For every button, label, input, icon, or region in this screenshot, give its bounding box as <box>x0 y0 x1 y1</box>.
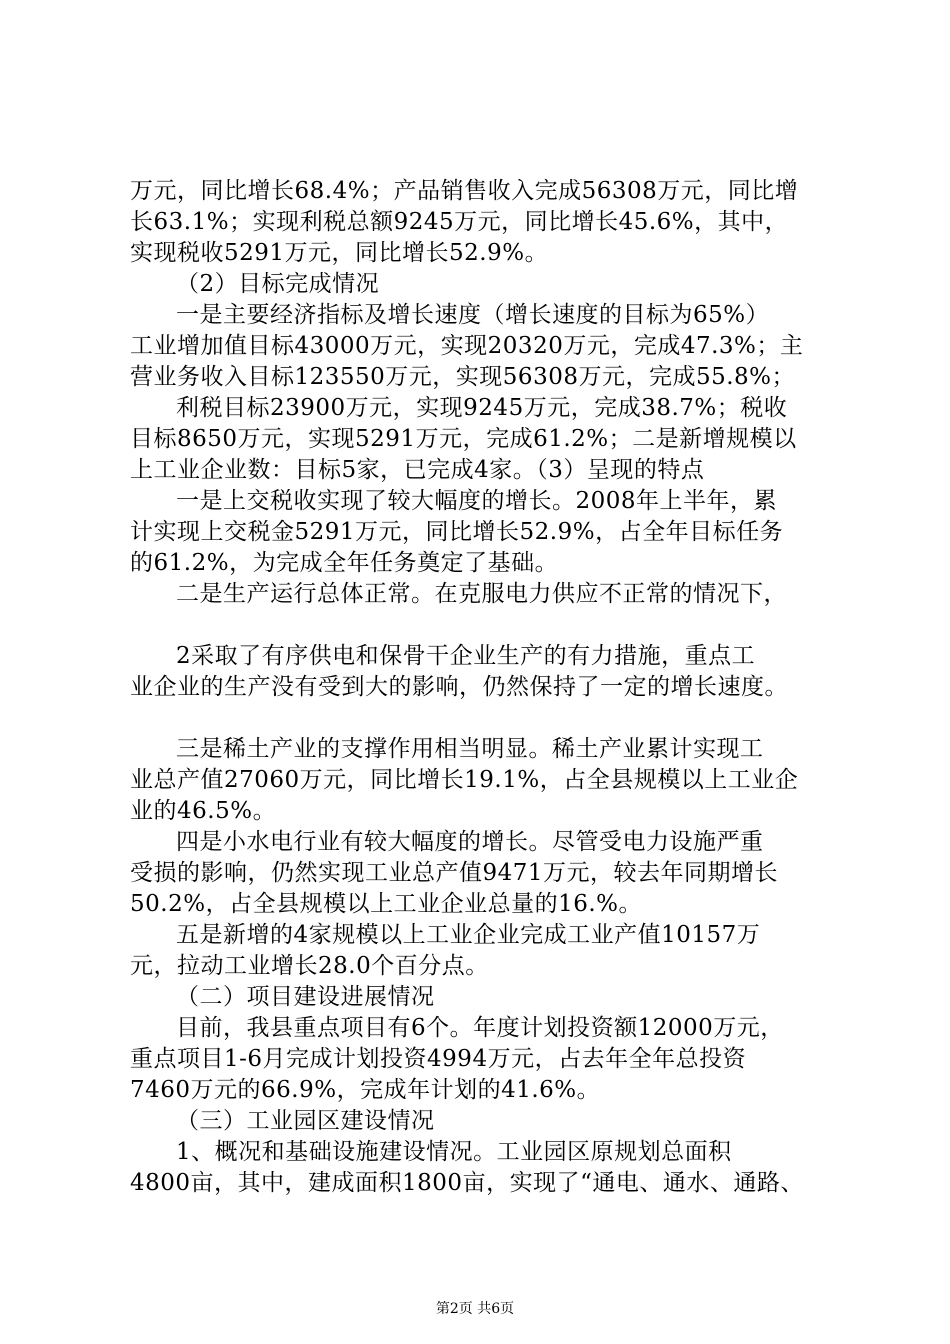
text-line: 重点项目1-6月完成计划投资4994万元，占去年全年总投资 <box>130 1046 747 1072</box>
text-line: 目标8650万元，实现5291万元，完成61.2%；二是新增规模以 <box>130 426 797 452</box>
text-line: 目前，我县重点项目有6个。年度计划投资额12000万元， <box>176 1015 784 1041</box>
page-number: 第2页 共6页 <box>435 1301 515 1317</box>
page-footer <box>0 1298 950 1318</box>
blank-gap <box>130 610 830 641</box>
text-line: 万元，同比增长68.4%；产品销售收入完成56308万元，同比增 <box>130 178 799 204</box>
text-line: 二是生产运行总体正常。在克服电力供应不正常的情况下， <box>176 581 787 607</box>
text-line: 上工业企业数：目标5家，已完成4家。（3）呈现的特点 <box>130 457 705 483</box>
section-heading: （三）工业园区建设情况 <box>176 1108 435 1134</box>
text-line: 业企业的生产没有受到大的影响，仍然保持了一定的增长速度。 <box>130 674 788 700</box>
blank-gap <box>130 703 830 734</box>
text-line: 业的46.5%。 <box>130 798 277 824</box>
text-line: 工业增加值目标43000万元，实现20320万元，完成47.3%；主 <box>130 333 804 359</box>
text-line: 一是上交税收实现了较大幅度的增长。2008年上半年，累 <box>176 488 778 514</box>
text-line: 50.2%，占全县规模以上工业企业总量的16.%。 <box>130 891 642 917</box>
text-line: 2采取了有序供电和保骨干企业生产的有力措施，重点工 <box>176 643 756 669</box>
text-line: 一是主要经济指标及增长速度（增长速度的目标为65%） <box>176 302 770 328</box>
section-heading: （二）项目建设进展情况 <box>176 984 435 1010</box>
text-line: 7460万元的66.9%，完成年计划的41.6%。 <box>130 1077 601 1103</box>
text-line: 长63.1%；实现利税总额9245万元，同比增长45.6%，其中， <box>130 209 789 235</box>
text-line: 三是稀土产业的支撑作用相当明显。稀土产业累计实现工 <box>176 736 764 762</box>
text-line: 4800亩，其中，建成面积1800亩，实现了“通电、通水、通路、 <box>130 1170 804 1196</box>
text-line: 五是新增的4家规模以上工业企业完成工业产值10157万 <box>176 922 761 948</box>
document-body <box>130 176 830 1199</box>
text-line: 营业务收入目标123550万元，实现56308万元，完成55.8%； <box>130 364 796 390</box>
text-line: 计实现上交税金5291万元，同比增长52.9%，占全年目标任务 <box>130 519 784 545</box>
text-line: 的61.2%，为完成全年任务奠定了基础。 <box>130 550 559 576</box>
text-line: 四是小水电行业有较大幅度的增长。尽管受电力设施严重 <box>176 829 764 855</box>
text-line: 1、概况和基础设施建设情况。工业园区原规划总面积 <box>176 1139 732 1165</box>
text-line: 利税目标23900万元，实现9245万元，完成38.7%；税收 <box>176 395 788 421</box>
text-line: 业总产值27060万元，同比增长19.1%，占全县规模以上工业企 <box>130 767 799 793</box>
text-line: 实现税收5291万元，同比增长52.9%。 <box>130 240 549 266</box>
text-line: 受损的影响，仍然实现工业总产值9471万元，较去年同期增长 <box>130 860 779 886</box>
section-heading: （2）目标完成情况 <box>176 271 380 297</box>
text-line: 元，拉动工业增长28.0个百分点。 <box>130 953 489 979</box>
